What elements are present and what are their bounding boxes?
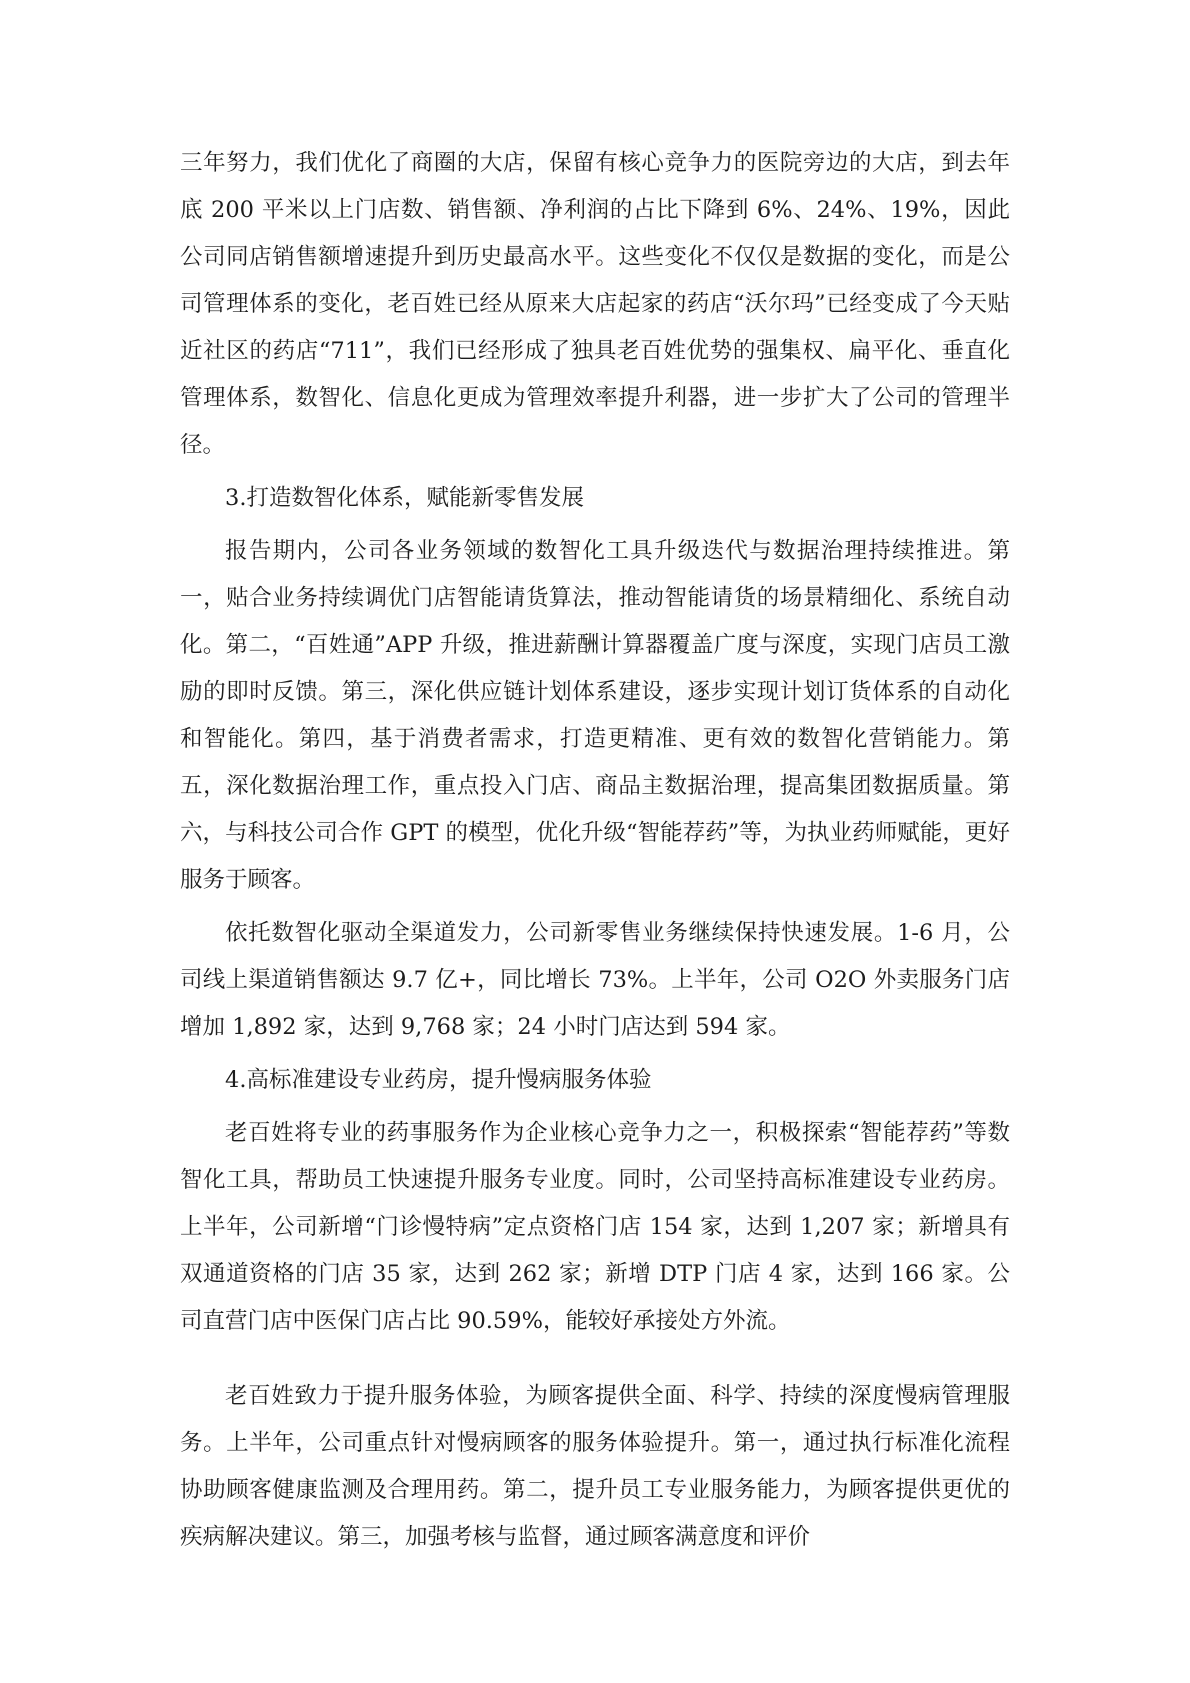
- paragraph-chronic-disease-service: 老百姓致力于提升服务体验，为顾客提供全面、科学、持续的深度慢病管理服务。上半年，公司重点针对慢病顾客的服务体验提升。第一，通过执行标准化流程协助顾客健康监测及合理用药。第二，提升员工专业服务能力，为顾客提供更优的疾病解决建议。第三，加强考核与监督，通过顾客满意度和评价: [180, 1383, 1010, 1550]
- paragraph-professional-pharmacy: 老百姓将专业的药事服务作为企业核心竞争力之一，积极探索“智能荐药”等数智化工具，帮助员工快速提升服务专业度。同时，公司坚持高标准建设专业药房。上半年，公司新增“门诊慢特病”定点资格门店 154 家，达到 1,207 家；新增具有双通道资格的门店 35 家，达到 262 家；新增 DTP 门店 4 家，达到 166 家。公司直营门店中医保门店占比 90.59%，能较好承接处方外流。: [180, 1120, 1010, 1334]
- section-heading-professional-pharmacy: 4.高标准建设专业药房，提升慢病服务体验: [225, 1067, 652, 1093]
- paragraph-digital-tools: 报告期内，公司各业务领域的数智化工具升级迭代与数据治理持续推进。第一，贴合业务持续调优门店智能请货算法，推动智能请货的场景精细化、系统自动化。第二，“百姓通”APP 升级，推进薪酬计算器覆盖广度与深度，实现门店员工激励的即时反馈。第三，深化供应链计划体系建设，逐步实现计划订货体系的自动化和智能化。第四，基于消费者需求，打造更精准、更有效的数智化营销能力。第五，深化数据治理工作，重点投入门店、商品主数据治理，提高集团数据质量。第六，与科技公司合作 GPT 的模型，优化升级“智能荐药”等，为执业药师赋能，更好服务于顾客。: [180, 538, 1010, 893]
- document-body: [180, 140, 1010, 1561]
- paragraph-new-retail: 依托数智化驱动全渠道发力，公司新零售业务继续保持快速发展。1-6 月，公司线上渠道销售额达 9.7 亿+，同比增长 73%。上半年，公司 O2O 外卖服务门店增加 1,892 家，达到 9,768 家；24 小时门店达到 594 家。: [180, 920, 1010, 1040]
- section-heading-digital-intelligence: 3.打造数智化体系，赋能新零售发展: [225, 485, 584, 511]
- paragraph-store-optimization: 三年努力，我们优化了商圈的大店，保留有核心竞争力的医院旁边的大店，到去年底 200 平米以上门店数、销售额、净利润的占比下降到 6%、24%、19%，因此公司同店销售额增速提升到历史最高水平。这些变化不仅仅是数据的变化，而是公司管理体系的变化，老百姓已经从原来大店起家的药店“沃尔玛”已经变成了今天贴近社区的药店“711”，我们已经形成了独具老百姓优势的强集权、扁平化、垂直化管理体系，数智化、信息化更成为管理效率提升利器，进一步扩大了公司的管理半径。: [180, 150, 1010, 458]
